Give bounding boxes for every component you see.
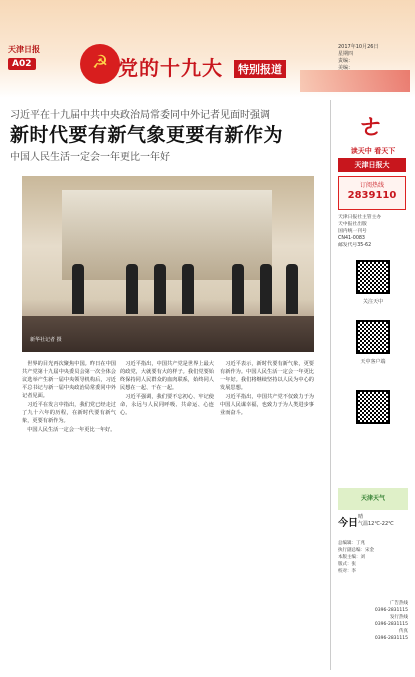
- weather-line: 气温12℃-22℃: [358, 521, 394, 527]
- paragraph: 习近平在发言中指出，我们党已经走过了九十六年的历程，在新时代要有新气象，更要有新作为。: [22, 402, 116, 424]
- article-column-2: [120, 360, 214, 418]
- qr-code-icon[interactable]: [356, 390, 390, 424]
- photo-person: [182, 264, 194, 314]
- weather-line: 晴: [358, 514, 364, 520]
- info-line: 国内统一刊号: [338, 229, 367, 234]
- info-line: 邮发代号35-62: [338, 243, 372, 248]
- credit-line: 校对：李: [338, 569, 356, 574]
- photo-audience: [22, 316, 314, 352]
- editorial-credits: [338, 540, 408, 575]
- credit-line: 本版主编：刘: [338, 555, 365, 560]
- date-line: 责编：: [338, 58, 354, 64]
- news-photo: [22, 176, 314, 352]
- today-label: 今日: [338, 518, 358, 529]
- article-headline: 新时代要有新气象更要有新作为: [10, 124, 284, 146]
- party-flag-decoration: [300, 70, 410, 92]
- special-report-label: 特别报道: [234, 60, 286, 78]
- newspaper-brand: 天津日报: [8, 44, 40, 54]
- paragraph: 习近平强调，我们要不忘初心、牢记使命，永远与人民同呼吸、共命运、心连心。: [120, 394, 214, 416]
- info-line: 天中报社出版: [338, 222, 367, 227]
- paragraph: 中国人民生活一定会一年更比一年好。: [27, 427, 116, 433]
- info-line: CN41-0083: [338, 236, 365, 241]
- credit-line: 执行副总编：宋金: [338, 548, 374, 553]
- publication-info: [338, 214, 408, 249]
- paragraph: 习近平指出，中国共产党不仅致力于为中国人民谋幸福，也致力于为人类进步事业而奋斗。: [220, 394, 314, 416]
- hammer-sickle-icon: ☭: [92, 52, 109, 73]
- subscription-ad: [338, 176, 406, 210]
- paragraph: 世界的目光再次聚焦中国。昨日在中国共产党第十九届中央委员会第一次全体会议选举产生新一届中央领导机构后，习近平总书记与新一届中央政治局常委同中外记者见面。: [22, 361, 116, 399]
- info-line: 天津日报社主管主办: [338, 215, 382, 220]
- contact-line: 传真: [399, 629, 408, 634]
- sidebar-red-banner: 天津日报大: [338, 158, 406, 172]
- qr-code-icon[interactable]: [356, 260, 390, 294]
- photo-person: [232, 264, 244, 314]
- date-line: 2017年10月26日: [338, 44, 379, 50]
- sidebar-slogan: 读天中 看天下: [350, 147, 396, 155]
- page-code: A02: [8, 58, 36, 70]
- contact-info: [338, 600, 408, 642]
- ad-number: 2839110: [347, 190, 397, 201]
- date-line: 美编：: [338, 65, 354, 71]
- weather-banner: 天津天气: [338, 488, 408, 510]
- photo-person: [72, 264, 84, 314]
- qr-code-icon[interactable]: [356, 320, 390, 354]
- credit-line: 总编辑：丁兆: [338, 541, 365, 546]
- photo-person: [154, 264, 166, 314]
- sidebar-divider: [330, 100, 331, 670]
- photo-person: [260, 264, 272, 314]
- article-subhead: 中国人民生活一定会一年更比一年好: [10, 152, 170, 163]
- article-column-3: [220, 360, 314, 418]
- qr-label: 关注天中: [362, 299, 383, 305]
- contact-line: 0396-2831115: [374, 622, 408, 627]
- sidebar: [334, 100, 410, 677]
- logo-icon: ㄜ: [357, 112, 384, 142]
- qr-label: 天中客户端: [360, 359, 386, 365]
- photo-person: [126, 264, 138, 314]
- contact-line: 0396-2831115: [374, 608, 408, 613]
- photo-person: [286, 264, 298, 314]
- article-kicker: 习近平在十九届中共中央政治局常委同中外记者见面时强调: [10, 110, 270, 121]
- date-line: 星期四: [338, 51, 354, 57]
- topic-title: 党的十九大: [118, 56, 223, 80]
- contact-line: 广告热线: [390, 601, 408, 606]
- paragraph: 习近平指出，中国共产党是世界上最大的政党，大就要有大的样子。我们党要始终保持同人民群众的血肉联系，始终同人民想在一起、干在一起。: [120, 361, 214, 391]
- date-info: [338, 44, 410, 72]
- contact-line: 0396-2831115: [374, 636, 408, 641]
- credit-line: 版式：张: [338, 562, 356, 567]
- photo-caption: 新华社记者 摄: [30, 337, 62, 343]
- ad-title: 订阅热线: [359, 182, 384, 189]
- article-column-1: [22, 360, 116, 435]
- paragraph: 习近平表示，新时代要有新气象，更要有新作为。中国人民生活一定会一年更比一年好。我们将继续坚持以人民为中心的发展思想。: [220, 361, 314, 391]
- weather-info: [358, 514, 408, 528]
- contact-line: 发行热线: [390, 615, 408, 620]
